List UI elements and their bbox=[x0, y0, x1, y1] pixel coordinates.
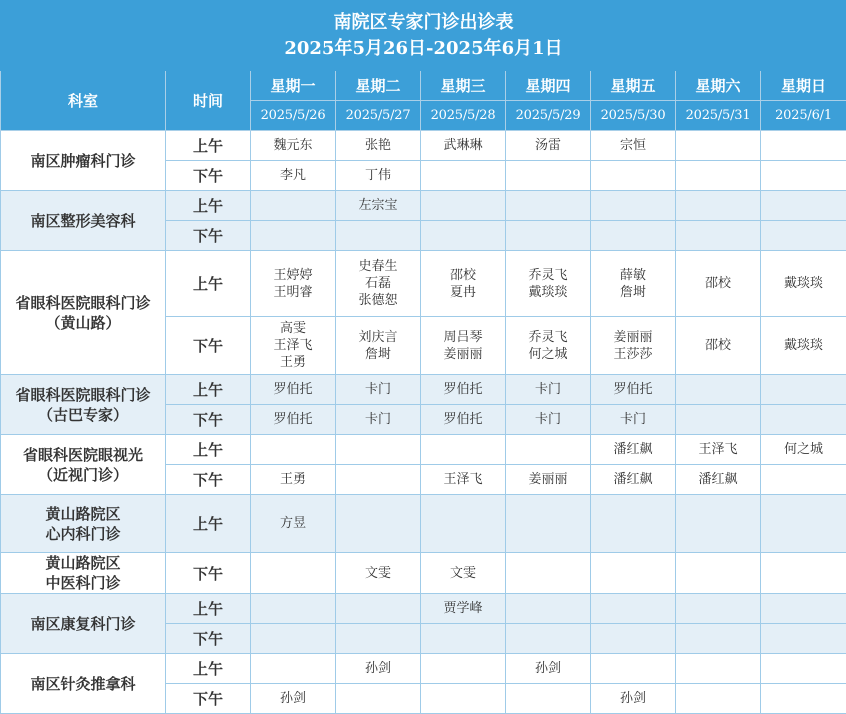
schedule-cell bbox=[676, 405, 761, 435]
session-period: 上午 bbox=[166, 191, 251, 221]
doctor-name: 邵校 bbox=[676, 337, 760, 354]
department-name-line: 省眼科医院眼视光 bbox=[1, 445, 165, 465]
date-header: 2025/5/26 bbox=[251, 101, 336, 131]
schedule-cell bbox=[421, 131, 506, 161]
schedule-cell bbox=[336, 594, 421, 624]
doctor-name: 孙剑 bbox=[506, 660, 590, 677]
schedule-cell bbox=[676, 375, 761, 405]
session-period: 上午 bbox=[166, 375, 251, 405]
schedule-cell bbox=[421, 495, 506, 553]
schedule-cell bbox=[676, 221, 761, 251]
schedule-cell bbox=[506, 553, 591, 594]
session-period: 上午 bbox=[166, 435, 251, 465]
schedule-cell bbox=[336, 191, 421, 221]
department-name bbox=[1, 495, 166, 553]
department-name-line: 南区肿瘤科门诊 bbox=[1, 151, 165, 171]
schedule-cell bbox=[251, 251, 336, 317]
weekday-header: 星期三 bbox=[421, 71, 506, 101]
session-period: 上午 bbox=[166, 594, 251, 624]
schedule-cell bbox=[506, 317, 591, 375]
doctor-name: 贾学峰 bbox=[421, 600, 505, 617]
department-name bbox=[1, 191, 166, 251]
weekday-header: 星期一 bbox=[251, 71, 336, 101]
schedule-cell bbox=[336, 495, 421, 553]
schedule-cell bbox=[761, 251, 846, 317]
schedule-cell bbox=[506, 684, 591, 714]
doctor-name: 罗伯托 bbox=[421, 381, 505, 398]
schedule-cell bbox=[591, 553, 676, 594]
department-name-line: 南区针灸推拿科 bbox=[1, 674, 165, 694]
schedule-cell bbox=[591, 221, 676, 251]
schedule-cell bbox=[591, 465, 676, 495]
department-name-line: 省眼科医院眼科门诊 bbox=[1, 293, 165, 313]
schedule-body bbox=[1, 131, 846, 714]
department-name-line: （黄山路） bbox=[1, 313, 165, 333]
schedule-cell bbox=[251, 553, 336, 594]
doctor-name: 何之城 bbox=[761, 441, 846, 458]
schedule-cell bbox=[251, 465, 336, 495]
session-period: 下午 bbox=[166, 221, 251, 251]
schedule-cell bbox=[421, 435, 506, 465]
schedule-cell bbox=[761, 375, 846, 405]
doctor-name: 潘红飙 bbox=[591, 471, 675, 488]
doctor-name: 方昱 bbox=[251, 515, 335, 532]
doctor-name: 罗伯托 bbox=[251, 381, 335, 398]
schedule-cell bbox=[251, 654, 336, 684]
department-name bbox=[1, 553, 166, 594]
schedule-row bbox=[1, 495, 846, 553]
doctor-name: 王勇 bbox=[251, 354, 335, 371]
schedule-cell bbox=[761, 317, 846, 375]
session-period: 下午 bbox=[166, 317, 251, 375]
doctor-name: 潘红飙 bbox=[591, 441, 675, 458]
doctor-name: 王勇 bbox=[251, 471, 335, 488]
doctor-name: 薛敏 bbox=[591, 267, 675, 284]
date-header: 2025/5/30 bbox=[591, 101, 676, 131]
time-header: 时间 bbox=[166, 71, 251, 131]
schedule-cell bbox=[761, 221, 846, 251]
date-header: 2025/5/31 bbox=[676, 101, 761, 131]
schedule-cell bbox=[251, 495, 336, 553]
schedule-cell bbox=[251, 594, 336, 624]
schedule-cell bbox=[761, 465, 846, 495]
schedule-cell bbox=[506, 131, 591, 161]
doctor-name: 戴琰琰 bbox=[761, 275, 846, 292]
schedule-row bbox=[1, 435, 846, 465]
schedule-cell bbox=[336, 684, 421, 714]
session-period: 上午 bbox=[166, 495, 251, 553]
department-name-line: 黄山路院区 bbox=[1, 504, 165, 524]
schedule-cell bbox=[336, 624, 421, 654]
title-line1: 南院区专家门诊出诊表 bbox=[1, 10, 846, 36]
schedule-cell bbox=[676, 495, 761, 553]
schedule-cell bbox=[591, 251, 676, 317]
schedule-cell bbox=[421, 251, 506, 317]
page-title bbox=[1, 1, 846, 71]
doctor-name: 邵校 bbox=[421, 267, 505, 284]
doctor-name: 孙剑 bbox=[591, 690, 675, 707]
schedule-cell bbox=[251, 221, 336, 251]
schedule-cell bbox=[336, 435, 421, 465]
doctor-name: 文雯 bbox=[336, 565, 420, 582]
department-name-line: 南区康复科门诊 bbox=[1, 614, 165, 634]
schedule-cell bbox=[421, 553, 506, 594]
doctor-name: 王泽飞 bbox=[676, 441, 760, 458]
schedule-cell bbox=[676, 654, 761, 684]
doctor-name: 戴琰琰 bbox=[761, 337, 846, 354]
doctor-name: 魏元东 bbox=[251, 137, 335, 154]
department-name-line: （近视门诊） bbox=[1, 465, 165, 485]
schedule-row bbox=[1, 553, 846, 594]
schedule-cell bbox=[336, 405, 421, 435]
doctor-name: 王莎莎 bbox=[591, 346, 675, 363]
schedule-row bbox=[1, 654, 846, 684]
schedule-cell bbox=[251, 317, 336, 375]
schedule-cell bbox=[421, 191, 506, 221]
schedule-cell bbox=[421, 405, 506, 435]
department-name-line: 黄山路院区 bbox=[1, 553, 165, 573]
schedule-cell bbox=[336, 465, 421, 495]
department-name-line: 南区整形美容科 bbox=[1, 211, 165, 231]
schedule-cell bbox=[336, 553, 421, 594]
doctor-name: 武琳琳 bbox=[421, 137, 505, 154]
schedule-cell bbox=[676, 594, 761, 624]
session-period: 上午 bbox=[166, 131, 251, 161]
schedule-cell bbox=[591, 161, 676, 191]
date-header: 2025/5/29 bbox=[506, 101, 591, 131]
schedule-cell bbox=[761, 405, 846, 435]
schedule-row bbox=[1, 594, 846, 624]
department-name-line: 中医科门诊 bbox=[1, 573, 165, 593]
department-name bbox=[1, 375, 166, 435]
schedule-cell bbox=[506, 654, 591, 684]
schedule-cell bbox=[506, 375, 591, 405]
schedule-cell bbox=[251, 375, 336, 405]
doctor-name: 姜丽丽 bbox=[506, 471, 590, 488]
doctor-name: 潘红飙 bbox=[676, 471, 760, 488]
doctor-name: 高雯 bbox=[251, 320, 335, 337]
session-period: 下午 bbox=[166, 684, 251, 714]
schedule-cell bbox=[676, 465, 761, 495]
department-name-line: 心内科门诊 bbox=[1, 524, 165, 544]
schedule-cell bbox=[421, 161, 506, 191]
schedule-cell bbox=[251, 624, 336, 654]
doctor-name: 张艳 bbox=[336, 137, 420, 154]
department-name bbox=[1, 251, 166, 375]
schedule-cell bbox=[761, 191, 846, 221]
doctor-name: 姜丽丽 bbox=[421, 346, 505, 363]
schedule-cell bbox=[591, 594, 676, 624]
schedule-cell bbox=[506, 594, 591, 624]
doctor-name: 姜丽丽 bbox=[591, 329, 675, 346]
schedule-cell bbox=[506, 161, 591, 191]
schedule-cell bbox=[251, 684, 336, 714]
department-name-line: （古巴专家） bbox=[1, 405, 165, 425]
schedule-cell bbox=[761, 495, 846, 553]
schedule-cell bbox=[676, 684, 761, 714]
schedule-cell bbox=[336, 317, 421, 375]
schedule-cell bbox=[761, 684, 846, 714]
date-header: 2025/5/27 bbox=[336, 101, 421, 131]
doctor-name: 丁伟 bbox=[336, 167, 420, 184]
doctor-name: 罗伯托 bbox=[591, 381, 675, 398]
weekday-header: 星期四 bbox=[506, 71, 591, 101]
schedule-cell bbox=[676, 317, 761, 375]
schedule-cell bbox=[336, 654, 421, 684]
title-line2: 2025年5月26日-2025年6月1日 bbox=[1, 36, 846, 62]
session-period: 下午 bbox=[166, 161, 251, 191]
schedule-cell bbox=[761, 435, 846, 465]
department-name bbox=[1, 435, 166, 495]
schedule-cell bbox=[506, 624, 591, 654]
session-period: 下午 bbox=[166, 465, 251, 495]
doctor-name: 文雯 bbox=[421, 565, 505, 582]
schedule-cell bbox=[336, 161, 421, 191]
schedule-row bbox=[1, 191, 846, 221]
schedule-cell bbox=[421, 594, 506, 624]
schedule-cell bbox=[591, 191, 676, 221]
schedule-cell bbox=[336, 221, 421, 251]
schedule-cell bbox=[591, 624, 676, 654]
doctor-name: 卡门 bbox=[506, 381, 590, 398]
schedule-cell bbox=[251, 161, 336, 191]
doctor-name: 乔灵飞 bbox=[506, 329, 590, 346]
doctor-name: 卡门 bbox=[591, 411, 675, 428]
schedule-cell bbox=[506, 495, 591, 553]
schedule-cell bbox=[506, 221, 591, 251]
schedule-row bbox=[1, 375, 846, 405]
schedule-cell bbox=[421, 654, 506, 684]
date-header: 2025/5/28 bbox=[421, 101, 506, 131]
doctor-name: 夏冉 bbox=[421, 284, 505, 301]
session-period: 下午 bbox=[166, 624, 251, 654]
schedule-cell bbox=[251, 131, 336, 161]
date-header: 2025/6/1 bbox=[761, 101, 846, 131]
schedule-cell bbox=[421, 624, 506, 654]
schedule-cell bbox=[676, 624, 761, 654]
doctor-name: 王婷婷 bbox=[251, 267, 335, 284]
doctor-name: 史春生 bbox=[336, 258, 420, 275]
schedule-cell bbox=[676, 553, 761, 594]
schedule-cell bbox=[591, 317, 676, 375]
doctor-name: 卡门 bbox=[506, 411, 590, 428]
schedule-cell bbox=[761, 553, 846, 594]
schedule-cell bbox=[506, 191, 591, 221]
schedule-cell bbox=[591, 654, 676, 684]
schedule-cell bbox=[761, 161, 846, 191]
weekday-header: 星期六 bbox=[676, 71, 761, 101]
doctor-name: 詹埘 bbox=[336, 346, 420, 363]
doctor-name: 王明睿 bbox=[251, 284, 335, 301]
doctor-name: 孙剑 bbox=[336, 660, 420, 677]
schedule-cell bbox=[421, 221, 506, 251]
schedule-cell bbox=[676, 161, 761, 191]
doctor-name: 罗伯托 bbox=[251, 411, 335, 428]
schedule-cell bbox=[591, 435, 676, 465]
schedule-cell bbox=[421, 465, 506, 495]
doctor-name: 石磊 bbox=[336, 275, 420, 292]
session-period: 下午 bbox=[166, 405, 251, 435]
schedule-cell bbox=[336, 251, 421, 317]
doctor-name: 左宗宝 bbox=[336, 197, 420, 214]
weekday-header: 星期二 bbox=[336, 71, 421, 101]
schedule-cell bbox=[421, 375, 506, 405]
schedule-cell bbox=[676, 435, 761, 465]
doctor-name: 汤雷 bbox=[506, 137, 590, 154]
schedule-cell bbox=[506, 465, 591, 495]
schedule-cell bbox=[591, 405, 676, 435]
schedule-cell bbox=[506, 251, 591, 317]
doctor-name: 卡门 bbox=[336, 411, 420, 428]
doctor-name: 李凡 bbox=[251, 167, 335, 184]
schedule-cell bbox=[676, 251, 761, 317]
doctor-name: 邵校 bbox=[676, 275, 760, 292]
doctor-name: 罗伯托 bbox=[421, 411, 505, 428]
doctor-name: 刘庆言 bbox=[336, 329, 420, 346]
schedule-cell bbox=[251, 405, 336, 435]
doctor-name: 孙剑 bbox=[251, 690, 335, 707]
doctor-name: 卡门 bbox=[336, 381, 420, 398]
schedule-cell bbox=[506, 405, 591, 435]
dept-header: 科室 bbox=[1, 71, 166, 131]
doctor-name: 何之城 bbox=[506, 346, 590, 363]
schedule-row bbox=[1, 251, 846, 317]
doctor-name: 周吕琴 bbox=[421, 329, 505, 346]
schedule-cell bbox=[761, 624, 846, 654]
schedule-cell bbox=[336, 131, 421, 161]
schedule-cell bbox=[676, 131, 761, 161]
doctor-name: 王泽飞 bbox=[251, 337, 335, 354]
session-period: 下午 bbox=[166, 553, 251, 594]
doctor-name: 詹埘 bbox=[591, 284, 675, 301]
session-period: 上午 bbox=[166, 654, 251, 684]
department-name bbox=[1, 131, 166, 191]
schedule-cell bbox=[421, 684, 506, 714]
doctor-name: 戴琰琰 bbox=[506, 284, 590, 301]
department-name-line: 省眼科医院眼科门诊 bbox=[1, 385, 165, 405]
schedule-cell bbox=[591, 375, 676, 405]
weekday-header: 星期五 bbox=[591, 71, 676, 101]
schedule-cell bbox=[336, 375, 421, 405]
schedule-cell bbox=[761, 131, 846, 161]
schedule-cell bbox=[591, 684, 676, 714]
doctor-name: 宗恒 bbox=[591, 137, 675, 154]
schedule-cell bbox=[506, 435, 591, 465]
schedule-cell bbox=[591, 495, 676, 553]
department-name bbox=[1, 594, 166, 654]
schedule-cell bbox=[591, 131, 676, 161]
doctor-name: 王泽飞 bbox=[421, 471, 505, 488]
weekday-header: 星期日 bbox=[761, 71, 846, 101]
schedule-cell bbox=[761, 654, 846, 684]
schedule-cell bbox=[676, 191, 761, 221]
schedule-cell bbox=[251, 191, 336, 221]
doctor-name: 乔灵飞 bbox=[506, 267, 590, 284]
schedule-cell bbox=[251, 435, 336, 465]
session-period: 上午 bbox=[166, 251, 251, 317]
schedule-cell bbox=[421, 317, 506, 375]
schedule-row bbox=[1, 131, 846, 161]
doctor-name: 张德恕 bbox=[336, 292, 420, 309]
schedule-cell bbox=[761, 594, 846, 624]
